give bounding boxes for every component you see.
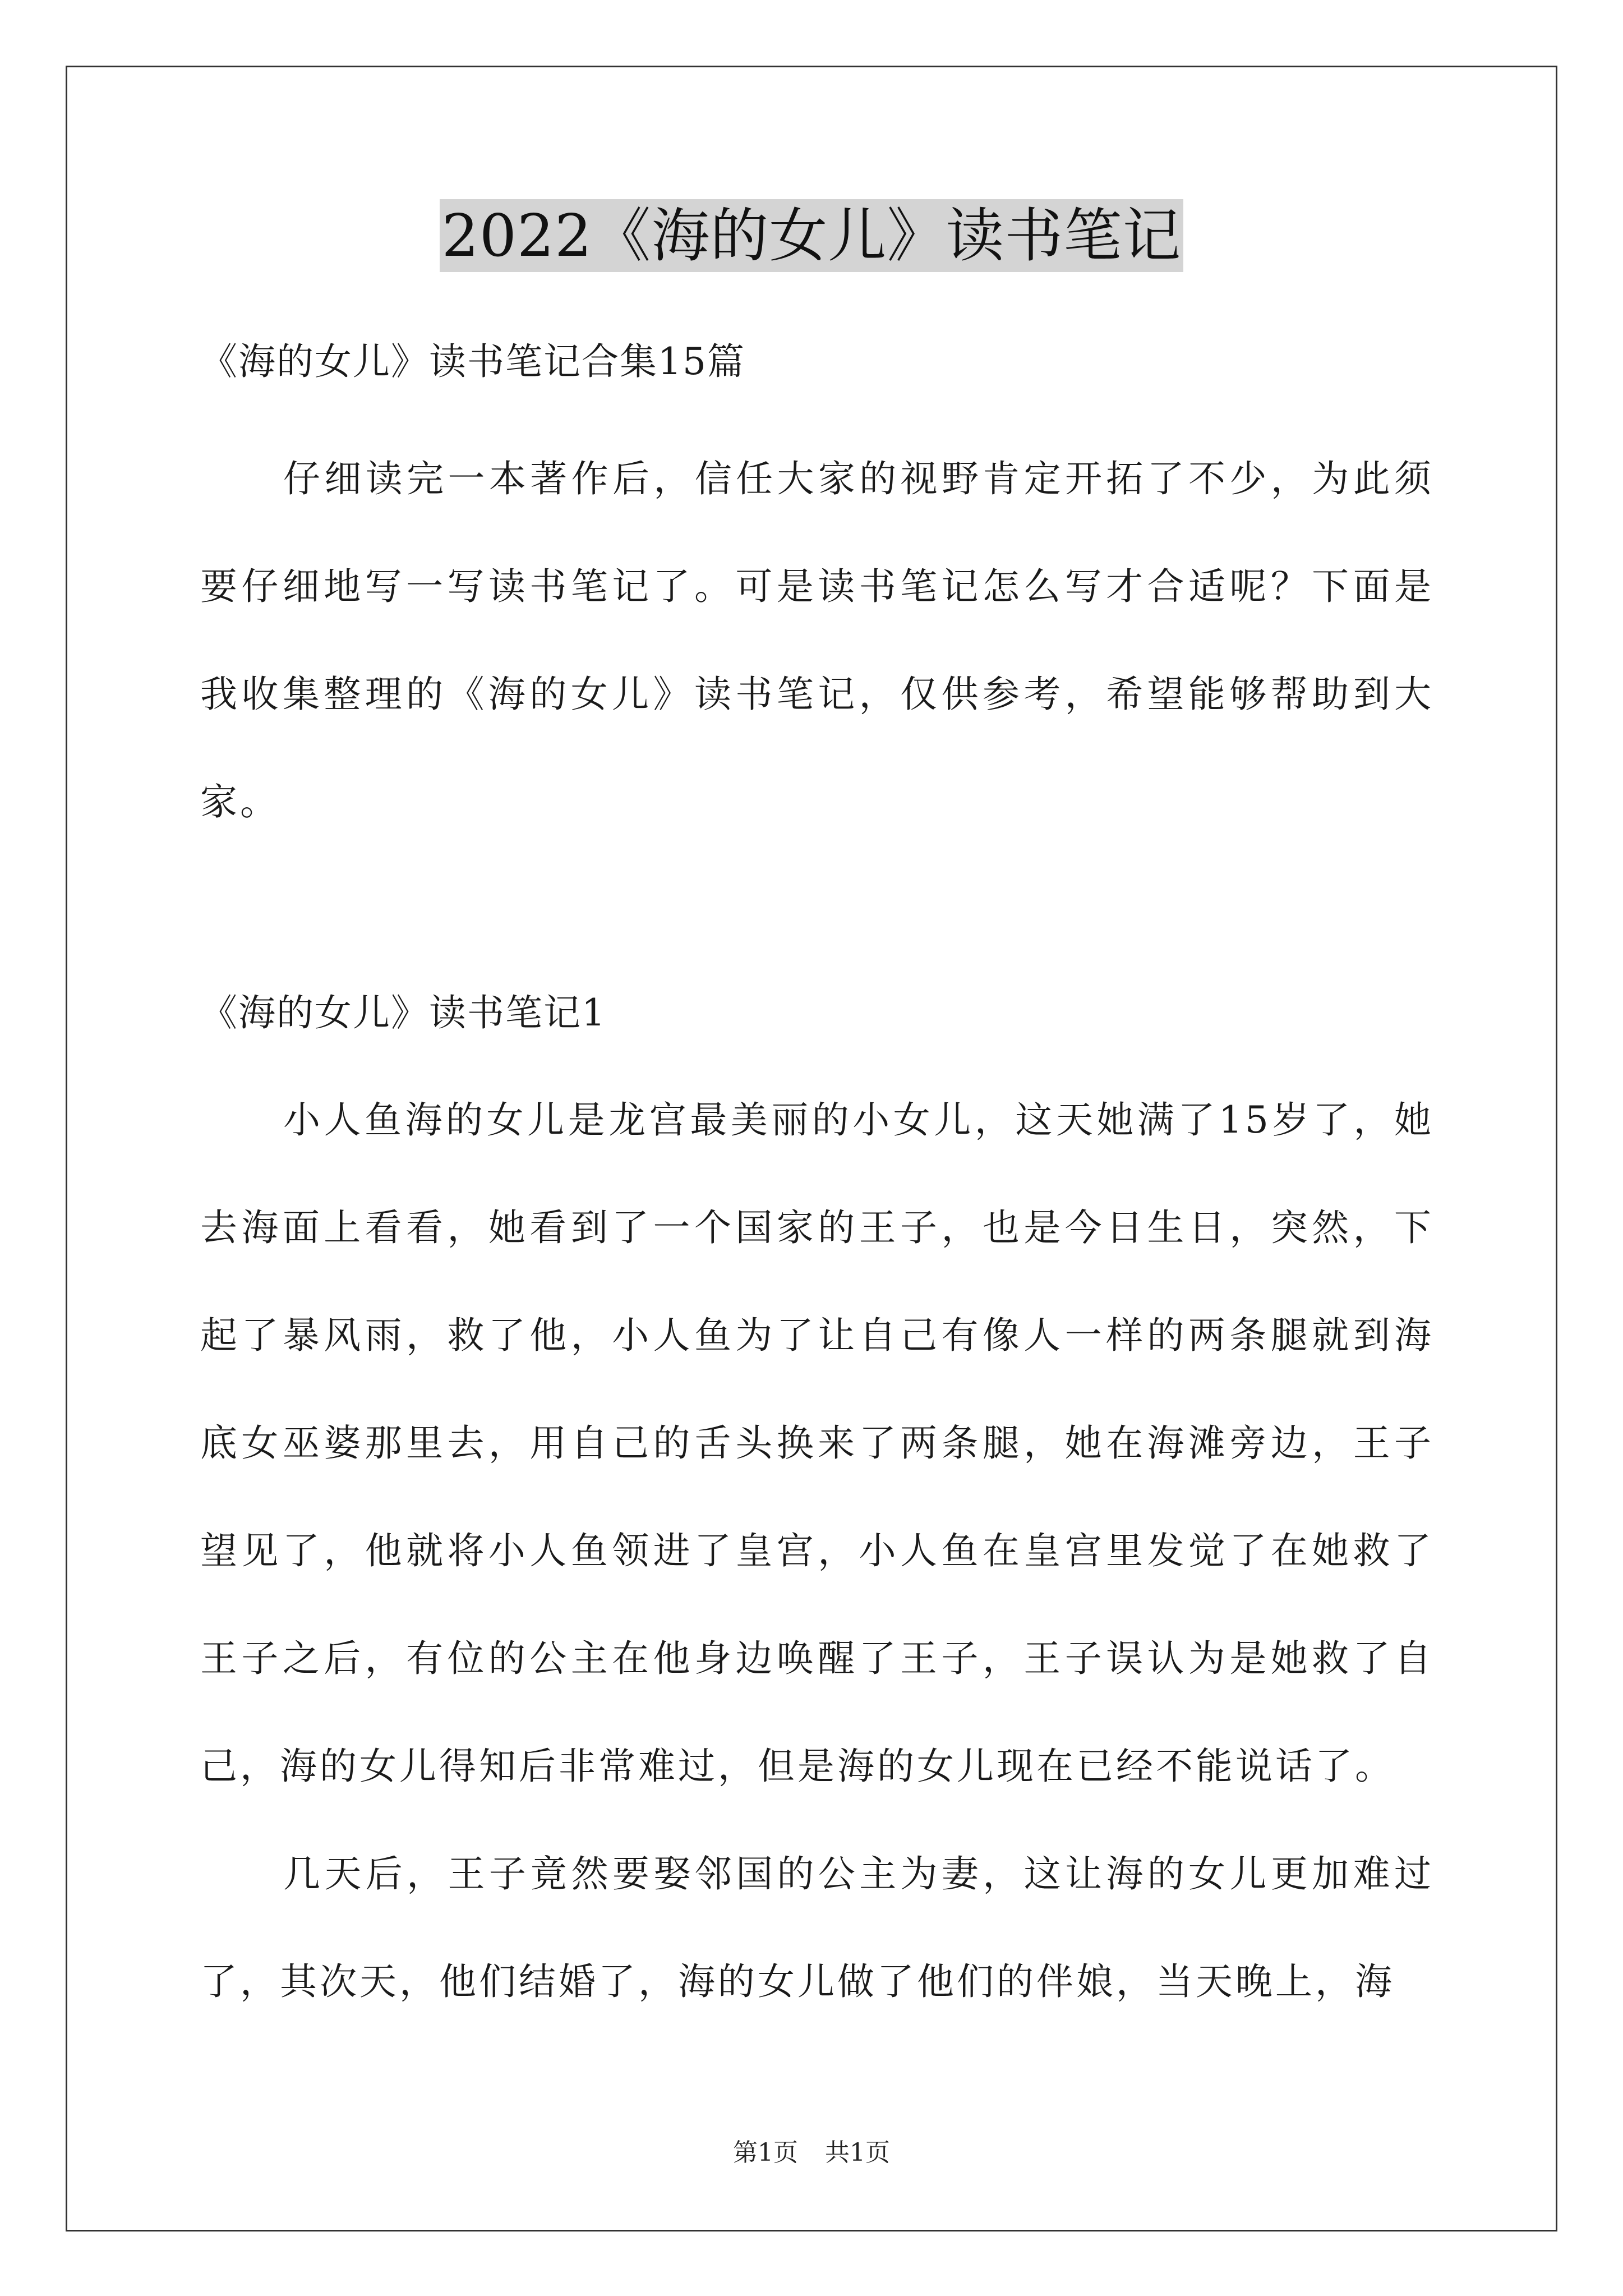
body-paragraph-1: 小人鱼海的女儿是龙宫最美丽的小女儿，这天她满了15岁了，她去海面上看看，她看到了一个国家的王子，也是今日生日，突然，下起了暴风雨，救了他，小人鱼为了让自己有像人一样的两条腿就到海底女巫婆那里去，用自己的舌头换来了两条腿，她在海滩旁边，王子望见了，他就将小人鱼领进了皇宫，小人鱼在皇宫里发觉了在她救了王子之后，有位的公主在他身边唤醒了王子，王子误认为是她救了自己，海的女儿得知后非常难过，但是海的女儿现在已经不能说话了。 (200, 1098, 1434, 1788)
page-number: 第1页 (733, 2138, 798, 2167)
document-body (200, 337, 1434, 2036)
title-container (0, 199, 1623, 272)
body-paragraph-2: 几天后，王子竟然要娶邻国的公主为妻，这让海的女儿更加难过了，其次天，他们结婚了，海的女儿做了他们的伴娘，当天晚上，海 (200, 1852, 1434, 2003)
intro-paragraph: 仔细读完一本著作后，信任大家的视野肯定开拓了不少，为此须要仔细地写一写读书笔记了。可是读书笔记怎么写才合适呢？下面是我收集整理的《海的女儿》读书笔记，仅供参考，希望能够帮助到大家。 (200, 457, 1434, 823)
page-footer (0, 2136, 1623, 2170)
document-subtitle: 《海的女儿》读书笔记合集15篇 (200, 340, 745, 383)
document-title: 2022《海的女儿》读书笔记 (440, 199, 1184, 272)
total-pages: 共1页 (825, 2138, 890, 2167)
section-heading: 《海的女儿》读书笔记1 (200, 991, 606, 1034)
